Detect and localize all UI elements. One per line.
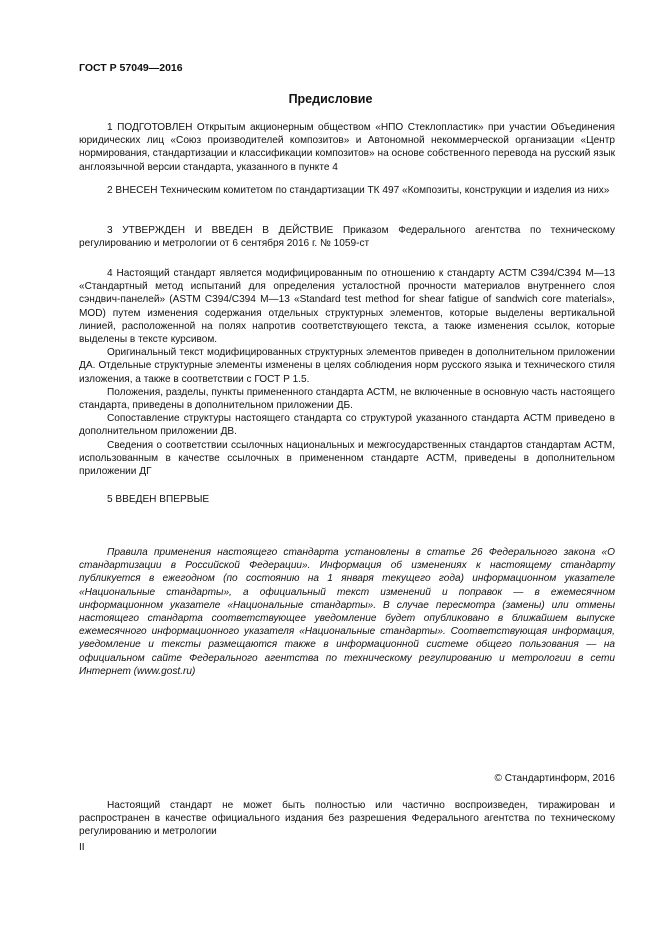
reproduction-note [79, 799, 615, 839]
item-4 [79, 267, 615, 478]
application-rules-notice [79, 546, 615, 678]
item-2-text: 2 ВНЕСЕН Техническим комитетом по стандартизации ТК 497 «Композиты, конструкции и изделия из них» [107, 185, 610, 196]
item-4-paragraph: Положения, разделы, пункты примененного стандарта АСТМ, не включенные в основную часть настоящего стандарта, приведены в дополнительном приложении ДБ. [79, 386, 615, 412]
item-4-paragraph: Сопоставление структуры настоящего стандарта со структурой указанного стандарта АСТМ приведено в дополнительном приложении ДВ. [79, 413, 615, 438]
item-1 [79, 121, 615, 174]
item-3-text: 3 УТВЕРЖДЕН И ВВЕДЕН В ДЕЙСТВИЕ Приказом Федерального агентства по техническому регулированию и метрологии от 6 сентября 2016 г. № 1059-ст [79, 225, 615, 250]
page-number: II [79, 842, 85, 853]
item-4-paragraph: 4 Настоящий стандарт является модифицированным по отношению к стандарту АСТМ С394/С394 М—13 «Стандартный метод испытаний для определения усталостной прочности материалов внутреннего слоя сэндвич-панелей» (ASTM C394/C394 M—13 «Standard test method for shear fatigue of sandwich core materials», MOD) путем изменения содержания отдельных структурных элементов, которые выделены вертикальной линией, расположенной на полях напротив соответствующего текста, а также изменения ссылок, которые выделены в тексте курсивом. [79, 268, 615, 346]
item-3 [79, 224, 615, 250]
item-5 [79, 493, 615, 506]
item-2 [79, 184, 615, 197]
item-4-paragraph: Оригинальный текст модифицированных структурных элементов приведен в дополнительном приложении ДА. Отдельные структурные элементы изменены в целях соблюдения норм русского языка и технического стиля изложения, а также в соответствии с ГОСТ Р 1.5. [79, 347, 615, 385]
item-4-paragraph: Сведения о соответствии ссылочных национальных и межгосударственных стандартов стандартам АСТМ, использованным в качестве ссылочных в примененном стандарте АСТМ, приведены в дополнительном приложении ДГ [79, 439, 615, 478]
item-1-text: 1 ПОДГОТОВЛЕН Открытым акционерным обществом «НПО Стеклопластик» при участии Объединения юридических лиц «Союз производителей композитов» и Автономной некоммерческой организации «Центр нормирования, стандартизации и классификации композитов» на основе собственного перевода на русский язык англоязычной версии стандарта, указанного в пункте 4 [79, 122, 615, 173]
standard-id: ГОСТ Р 57049—2016 [79, 62, 183, 74]
notice-text: Правила применения настоящего стандарта установлены в статье 26 Федерального закона «О стандартизации в Российской Федерации». Информация об изменениях к настоящему стандарту публикуется в ежегодном (по состоянию на 1 января текущего года) информационном указателе «Национальные стандарты», а официальный текст изменений и поправок — в ежемесячном информационном указателе «Национальные стандарты». В случае пересмотра (замены) или отмены настоящего стандарта соответствующее уведомление будет опубликовано в ближайшем выпуске ежемесячного информационного указателя «Национальные стандарты». Соответствующая информация, уведомление и тексты размещаются также в информационной системе общего пользования — на официальном сайте Федерального агентства по техническому регулированию и метрологии в сети Интернет (www.gost.ru) [79, 547, 615, 677]
reproduction-note-text: Настоящий стандарт не может быть полностью или частично воспроизведен, тиражирован и распространен в качестве официального издания без разрешения Федерального агентства по техническому регулированию и метрологии [79, 800, 615, 838]
item-5-text: 5 ВВЕДЕН ВПЕРВЫЕ [107, 494, 210, 505]
page-title: Предисловие [288, 92, 373, 106]
copyright: © Стандартинформ, 2016 [494, 773, 615, 784]
